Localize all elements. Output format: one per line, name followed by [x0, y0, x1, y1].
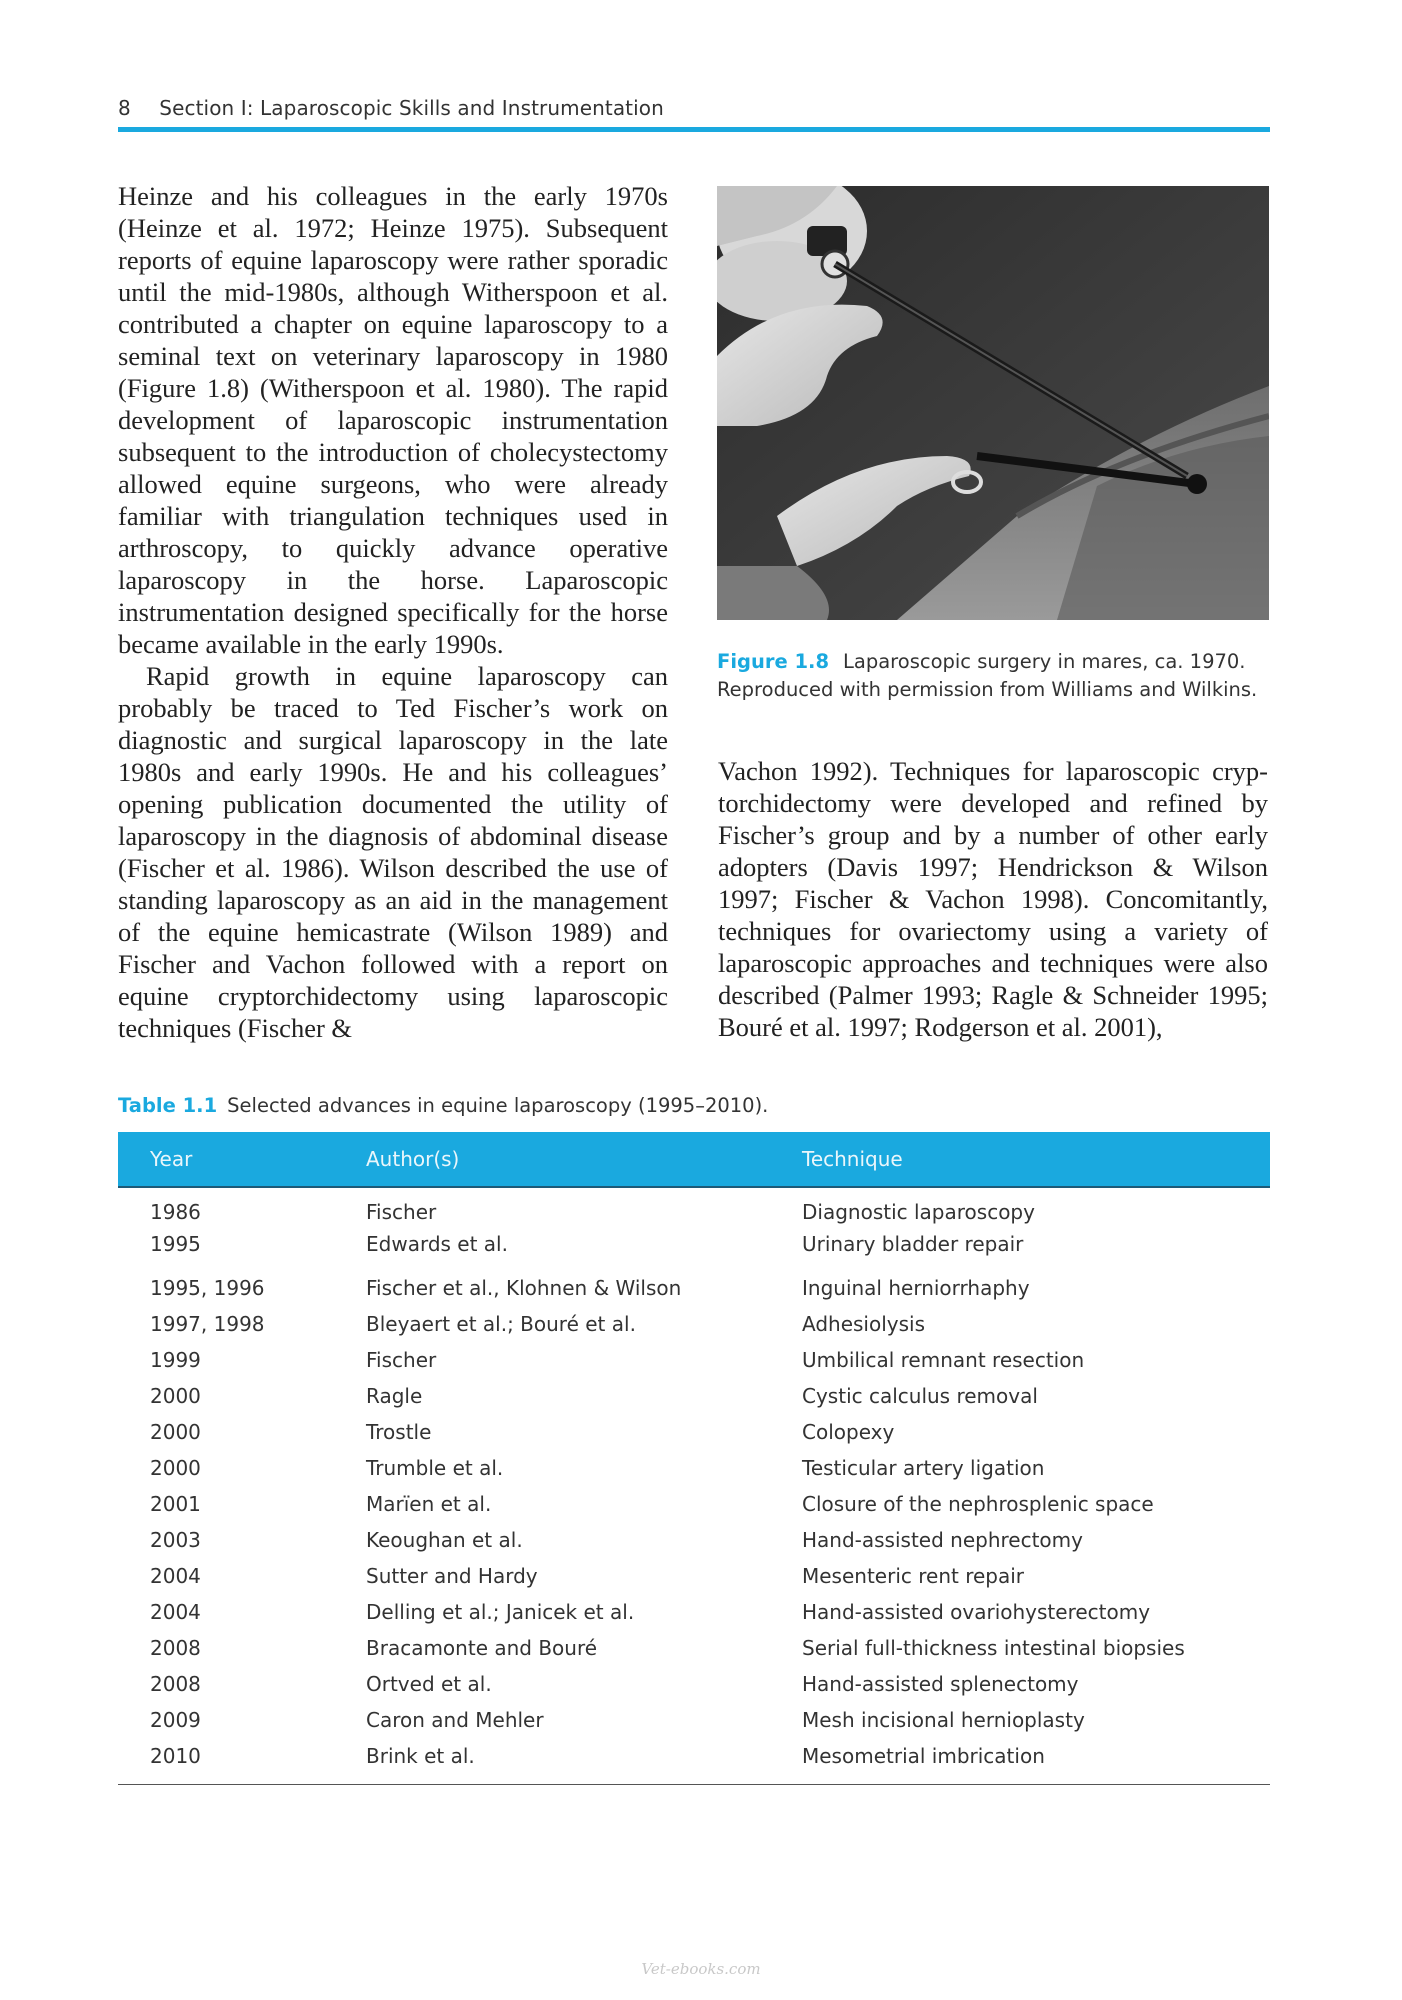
surgery-photo-illustration — [717, 186, 1269, 620]
author-cell: Ragle — [366, 1384, 423, 1408]
table-row — [118, 1306, 1270, 1342]
table-row — [118, 1486, 1270, 1522]
technique-cell: Inguinal herniorrhaphy — [802, 1276, 1030, 1300]
year-cell: 2004 — [150, 1564, 201, 1588]
body-paragraph-1: Heinze and his colleagues in the early 1970s (Heinze et al. 1972; Heinze 1975). Subsequent reports of equine laparoscopy were rather sporadic until the mid-1980s, although Witherspoon et al. contributed a chapter on equine laparoscopy to a seminal text on veterinary laparoscopy in 1980 (Figure 1.8) (Witherspoon et al. 1980). The rapid development of laparoscopic instrumentation subsequent to the introduction of cholecystectomy allowed equine surgeons, who were already familiar with triangulation techniques used in arthroscopy, to quickly advance operative laparoscopy in the horse. Laparoscopic instrumentation designed specifically for the horse became available in the early 1990s. — [118, 181, 668, 659]
header-rule — [118, 127, 1270, 132]
author-cell: Trostle — [366, 1420, 432, 1444]
table-header-row — [118, 1132, 1270, 1188]
technique-cell: Mesometrial imbrication — [802, 1744, 1045, 1768]
body-paragraph-2: Rapid growth in equine laparoscopy can probably be traced to Ted Fischer’s work on diagnostic and surgical laparoscopy in the late 1980s and early 1990s. He and his colleagues’ opening publication documented the utility of laparoscopy in the diagnosis of abdominal disease (Fischer et al. 1986). Wilson described the use of standing laparoscopy as an aid in the management of the equine hemicastrate (Wilson 1989) and Fischer and Vachon followed with a report on equine cryptorchidectomy using laparoscopic techniques (Fischer & — [118, 661, 668, 1043]
table-row — [118, 1270, 1270, 1306]
table-row — [118, 1198, 1270, 1226]
table-row — [118, 1342, 1270, 1378]
author-cell: Caron and Mehler — [366, 1708, 544, 1732]
author-cell: Delling et al.; Janicek et al. — [366, 1600, 635, 1624]
table-row — [118, 1378, 1270, 1414]
year-cell: 1986 — [150, 1200, 201, 1224]
author-cell: Bracamonte and Bouré — [366, 1636, 598, 1660]
page-number: 8 — [118, 96, 131, 120]
author-cell: Keoughan et al. — [366, 1528, 523, 1552]
table-row — [118, 1702, 1270, 1738]
technique-cell: Cystic calculus removal — [802, 1384, 1038, 1408]
year-cell: 1997, 1998 — [150, 1312, 265, 1336]
table-row — [118, 1630, 1270, 1666]
year-cell: 2010 — [150, 1744, 201, 1768]
author-cell: Fischer — [366, 1200, 437, 1224]
year-cell: 2008 — [150, 1672, 201, 1696]
technique-cell: Adhesiolysis — [802, 1312, 926, 1336]
author-cell: Fischer et al., Klohnen & Wilson — [366, 1276, 682, 1300]
year-cell: 2009 — [150, 1708, 201, 1732]
table-row — [118, 1738, 1270, 1774]
author-cell: Edwards et al. — [366, 1232, 508, 1256]
watermark: Vet-ebooks.com — [641, 1960, 761, 1978]
table-title-text: Selected advances in equine laparoscopy (1995–2010). — [227, 1094, 769, 1117]
table-row — [118, 1666, 1270, 1702]
figure-label: Figure 1.8 — [717, 650, 830, 673]
year-cell: 2000 — [150, 1420, 201, 1444]
author-cell: Brink et al. — [366, 1744, 475, 1768]
advances-table — [118, 1132, 1270, 1785]
table-body — [118, 1188, 1270, 1785]
year-cell: 1995 — [150, 1232, 201, 1256]
technique-cell: Serial full-thickness intestinal biopsies — [802, 1636, 1185, 1660]
technique-cell: Diagnostic laparoscopy — [802, 1200, 1035, 1224]
figure-caption-text: Laparoscopic surgery in mares, ca. 1970. Reproduced with permission from Williams and Wilkins. — [717, 650, 1258, 701]
author-cell: Ortved et al. — [366, 1672, 492, 1696]
year-cell: 2001 — [150, 1492, 201, 1516]
body-paragraph-3: Vachon 1992). Techniques for laparoscopic cryptorchidectomy were developed and refined by Fischer’s group and by a number of other early adopters (Davis 1997; Hendrickson & Wilson 1997; Fischer & Vachon 1998). Concomitantly, techniques for ovariectomy using a variety of laparoscopic approaches and techniques were also described (Palmer 1993; Ragle & Schneider 1995; Bouré et al. 1997; Rodgerson et al. 2001), — [718, 756, 1268, 1042]
year-cell: 2008 — [150, 1636, 201, 1660]
table-row — [118, 1522, 1270, 1558]
header-year: Year — [150, 1147, 193, 1171]
right-column — [718, 755, 1268, 1043]
table-row — [118, 1226, 1270, 1262]
author-cell: Fischer — [366, 1348, 437, 1372]
technique-cell: Mesh incisional hernioplasty — [802, 1708, 1085, 1732]
table-row — [118, 1558, 1270, 1594]
section-title: Section I: Laparoscopic Skills and Instrumentation — [159, 96, 664, 120]
technique-cell: Umbilical remnant resection — [802, 1348, 1085, 1372]
technique-cell: Hand-assisted ovariohysterectomy — [802, 1600, 1151, 1624]
year-cell: 1999 — [150, 1348, 201, 1372]
figure-photo — [717, 186, 1269, 620]
year-cell: 2004 — [150, 1600, 201, 1624]
left-column — [118, 180, 668, 1044]
author-cell: Sutter and Hardy — [366, 1564, 538, 1588]
year-cell: 1995, 1996 — [150, 1276, 265, 1300]
table-row — [118, 1450, 1270, 1486]
technique-cell: Colopexy — [802, 1420, 895, 1444]
header-author: Author(s) — [366, 1147, 460, 1171]
figure-caption — [717, 648, 1277, 704]
technique-cell: Hand-assisted nephrectomy — [802, 1528, 1083, 1552]
technique-cell: Hand-assisted splenectomy — [802, 1672, 1079, 1696]
technique-cell: Mesenteric rent repair — [802, 1564, 1025, 1588]
technique-cell: Closure of the nephrosplenic space — [802, 1492, 1154, 1516]
table-row — [118, 1414, 1270, 1450]
technique-cell: Urinary bladder repair — [802, 1232, 1024, 1256]
author-cell: Bleyaert et al.; Bouré et al. — [366, 1312, 636, 1336]
year-cell: 2000 — [150, 1384, 201, 1408]
header-technique: Technique — [802, 1147, 903, 1171]
author-cell: Marïen et al. — [366, 1492, 492, 1516]
table-title — [118, 1094, 1268, 1117]
year-cell: 2003 — [150, 1528, 201, 1552]
table-row — [118, 1594, 1270, 1630]
year-cell: 2000 — [150, 1456, 201, 1480]
technique-cell: Testicular artery ligation — [802, 1456, 1045, 1480]
table-label: Table 1.1 — [118, 1094, 218, 1117]
author-cell: Trumble et al. — [366, 1456, 504, 1480]
